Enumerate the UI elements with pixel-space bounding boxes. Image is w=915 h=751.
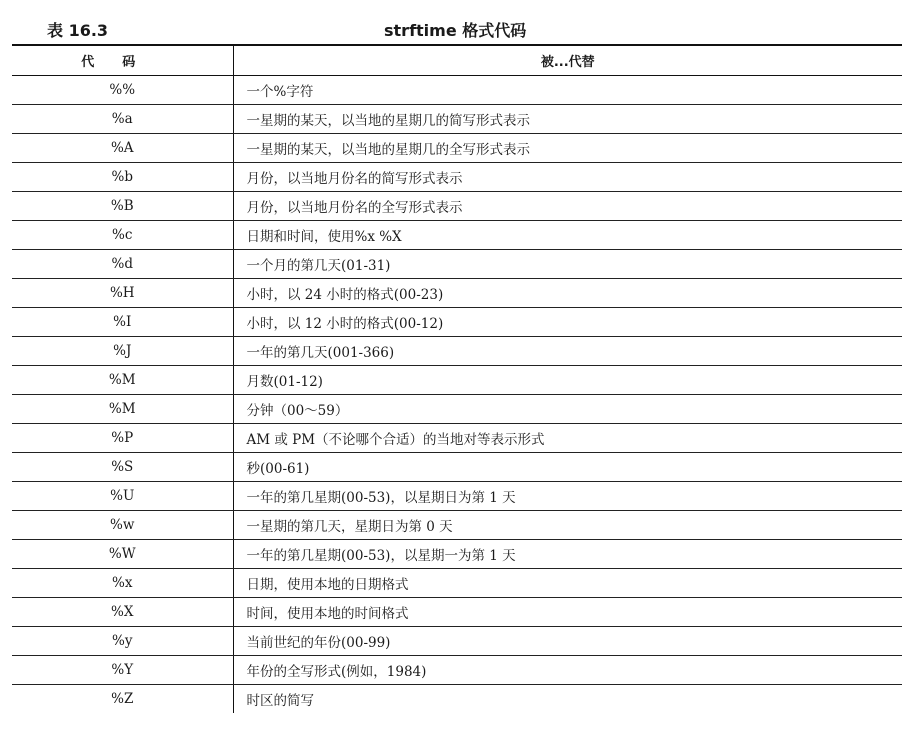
format-code-cell: %Y xyxy=(12,656,233,685)
replacement-description-cell: 一星期的某天，以当地的星期几的简写形式表示 xyxy=(233,105,902,134)
table-row xyxy=(12,627,902,656)
replacement-description-cell: 一个%字符 xyxy=(233,76,902,105)
replacement-description-cell: 年份的全写形式(例如，1984) xyxy=(233,656,902,685)
table-title: strftime 格式代码 xyxy=(384,21,527,40)
table-row xyxy=(12,221,902,250)
format-code-cell: %w xyxy=(12,511,233,540)
table-row xyxy=(12,453,902,482)
replacement-description-cell: 月数(01-12) xyxy=(233,366,902,395)
replacement-description-cell: 小时，以 24 小时的格式(00-23) xyxy=(233,279,902,308)
table-row xyxy=(12,511,902,540)
replacement-description-cell: 时区的简写 xyxy=(246,693,314,709)
format-code-cell: %J xyxy=(12,337,233,366)
table-row xyxy=(12,685,902,714)
replacement-description-cell: 一年的第几星期(00-53)，以星期一为第 1 天 xyxy=(233,540,902,569)
replacement-description-cell: AM 或 PM（不论哪个合适）的当地对等表示形式 xyxy=(233,424,902,453)
column-header-code: 代码 xyxy=(12,45,233,76)
table-row xyxy=(12,656,902,685)
table-number: 表 16.3 xyxy=(47,21,109,40)
format-code-cell: %b xyxy=(12,163,233,192)
table-row xyxy=(12,192,902,221)
table-row xyxy=(12,134,902,163)
format-code-cell: %X xyxy=(12,598,233,627)
format-code-cell: %M xyxy=(12,395,233,424)
replacement-description-cell: 月份，以当地月份名的简写形式表示 xyxy=(233,163,902,192)
table-row xyxy=(12,76,902,105)
format-code-cell: %d xyxy=(12,250,233,279)
format-code-cell: %U xyxy=(12,482,233,511)
format-code-cell: %M xyxy=(12,366,233,395)
table-caption xyxy=(12,18,902,44)
replacement-description-cell: 分钟（00～59） xyxy=(233,395,902,424)
replacement-description-cell: 一年的第几天(001-366) xyxy=(233,337,902,366)
table-row xyxy=(12,366,902,395)
table-row xyxy=(12,569,902,598)
replacement-description-cell: 一个月的第几天(01-31) xyxy=(233,250,902,279)
table-row xyxy=(12,308,902,337)
table-row xyxy=(12,337,902,366)
table-row xyxy=(12,482,902,511)
replacement-description-cell: 秒(00-61) xyxy=(233,453,902,482)
replacement-description-cell: 一星期的某天，以当地的星期几的全写形式表示 xyxy=(233,134,902,163)
table-row xyxy=(12,424,902,453)
format-code-cell: %H xyxy=(12,279,233,308)
format-code-cell: %I xyxy=(12,308,233,337)
replacement-description-cell: 一星期的第几天，星期日为第 0 天 xyxy=(233,511,902,540)
replacement-description-cell: 时间，使用本地的时间格式 xyxy=(233,598,902,627)
table-row xyxy=(12,105,902,134)
replacement-description-cell: 一年的第几星期(00-53)，以星期日为第 1 天 xyxy=(233,482,902,511)
replacement-description-cell: 日期，使用本地的日期格式 xyxy=(233,569,902,598)
column-header-replaced-by: 被...代替 xyxy=(233,45,902,76)
replacement-description-cell: 日期和时间，使用%x %X xyxy=(233,221,902,250)
format-code-cell: %A xyxy=(12,134,233,163)
format-code-cell: %% xyxy=(12,76,233,105)
format-code-cell: %B xyxy=(12,192,233,221)
table-header-row xyxy=(12,45,902,76)
table-row xyxy=(12,163,902,192)
table-row xyxy=(12,250,902,279)
format-code-cell: %W xyxy=(12,540,233,569)
format-code-cell: %c xyxy=(12,221,233,250)
format-code-cell: %y xyxy=(12,627,233,656)
format-code-cell: %a xyxy=(12,105,233,134)
replacement-description-cell: 月份，以当地月份名的全写形式表示 xyxy=(233,192,902,221)
format-codes-table xyxy=(12,44,902,713)
replacement-description-cell: 当前世纪的年份(00-99) xyxy=(233,627,902,656)
format-code-cell: %Z xyxy=(12,685,233,714)
format-code-cell: %x xyxy=(12,569,233,598)
table-row xyxy=(12,540,902,569)
replacement-description-cell: 小时，以 12 小时的格式(00-12) xyxy=(233,308,902,337)
format-code-cell: %P xyxy=(12,424,233,453)
format-code-cell: %S xyxy=(12,453,233,482)
table-row xyxy=(12,395,902,424)
table-row xyxy=(12,598,902,627)
table-row xyxy=(12,279,902,308)
